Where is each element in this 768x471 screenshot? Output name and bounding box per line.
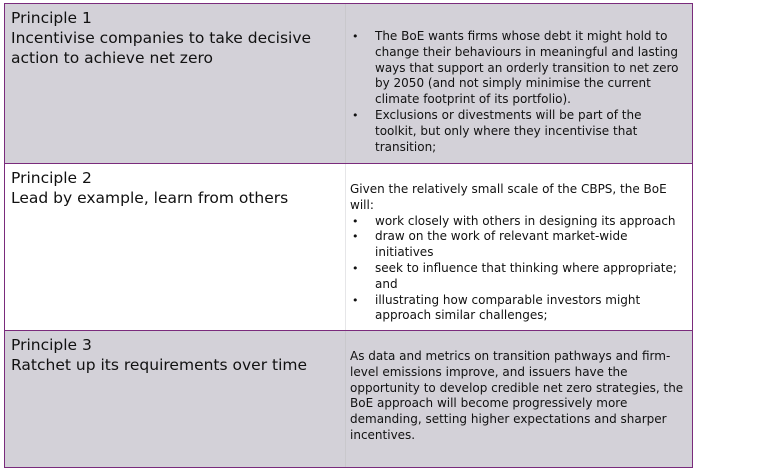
principle-3-heading: Principle 3 [11, 336, 92, 354]
bullet-icon: • [352, 108, 359, 122]
list-item [350, 293, 686, 325]
list-item-text: draw on the work of relevant market-wide initiatives [375, 229, 628, 260]
principle-1-heading: Principle 1 [11, 9, 92, 27]
principle-3-label-cell [5, 331, 346, 467]
list-item [350, 229, 686, 261]
principle-3-title: Ratchet up its requirements over time [11, 356, 308, 374]
list-item [350, 29, 686, 108]
principle-2-label-cell [5, 164, 346, 330]
list-item [350, 214, 686, 230]
principle-1-description-cell [346, 4, 692, 163]
list-item-text: seek to influence that thinking where appropriate; and [375, 260, 677, 291]
list-item [350, 108, 686, 155]
bullet-icon: • [352, 230, 359, 244]
principle-row-2 [5, 164, 692, 331]
principle-2-bullet-list [350, 214, 686, 325]
principle-row-3 [5, 331, 692, 467]
principle-2-intro: Given the relatively small scale of the CBPS, the BoE will: [350, 182, 667, 212]
list-item-text: work closely with others in designing its approach [375, 213, 676, 228]
principle-2-heading: Principle 2 [11, 169, 92, 187]
bullet-icon: • [352, 293, 359, 307]
principle-2-title: Lead by example, learn from others [11, 189, 289, 207]
bullet-icon: • [352, 30, 359, 43]
principle-3-description-cell [346, 331, 692, 467]
principle-1-label-cell [5, 4, 346, 163]
principle-row-1 [5, 4, 692, 164]
principle-3-description: As data and metrics on transition pathways and firm-level emissions improve, and issuers have the opportunity to develop credible net zero strategies, the BoE approach will become progressively more demanding, setting higher expectations and sharper incentives. [350, 349, 684, 442]
principle-1-title: Incentivise companies to take decisive action to achieve net zero [11, 29, 312, 67]
principles-table [4, 3, 693, 468]
bullet-icon: • [352, 214, 359, 228]
principle-2-description-cell [346, 164, 692, 330]
list-item-text: The BoE wants firms whose debt it might hold to change their behaviours in meaningful and lasting ways that support an orderly transition to net zero by 2050 (and not simply minimise the current climate footprint of its portfolio). [375, 29, 679, 107]
bullet-icon: • [352, 261, 359, 275]
list-item [350, 261, 686, 293]
principle-1-bullet-list [350, 29, 686, 155]
list-item-text: Exclusions or divestments will be part of the toolkit, but only where they incentivise that transition; [375, 107, 642, 154]
list-item-text: illustrating how comparable investors might approach similar challenges; [375, 292, 641, 323]
